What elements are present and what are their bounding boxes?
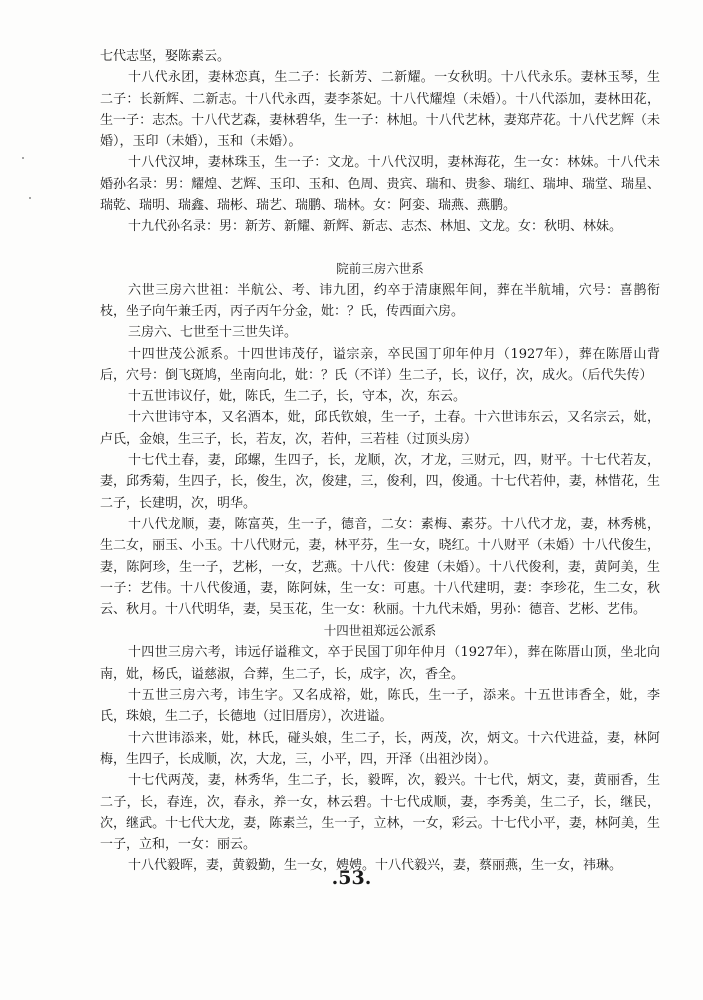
section-top: [100, 46, 660, 238]
paragraph: 十七代两茂，妻，林秀华，生二子，长，毅晖，次，毅兴。十七代，炳文，妻，黄丽香，生二子，长，春连，次，春永，养一女，林云碧。十七代成顺，妻，李秀美，生二子，长，继民，次，继武。十七代大龙，妻，陈素兰，生一子，立林，一女，彩云。十七代小平，妻，林阿美，生一子，立和，一女：丽云。: [100, 773, 660, 853]
paragraph: 十七代土春，妻，邱螺，生四子，长，龙顺，次，才龙，三财元，四，财平。十七代若友，妻，邱秀菊，生四子，长，俊生，次，俊建，三，俊利，四，俊通。十七代若仲，妻，林惜花，生二子，长建明，次，明华。: [100, 453, 660, 511]
paragraph: 十八代汉坤，妻林珠玉，生一子：文龙。十八代汉明，妻林海花，生一女：林妹。十八代未婚孙名录：男：耀煌、艺辉、玉印、玉和、色周、贵宾、瑞和、贵参、瑞红、瑞坤、瑞堂、瑞星、瑞乾、瑞明、瑞鑫、瑞彬、瑞艺、瑞鹏、瑞林。女：阿娈、瑞燕、燕鹏。: [100, 155, 660, 214]
paragraph: 十四世茂公派系。十四世讳茂仔，谥宗亲，卒民国丁卯年仲月（1927年），葬在陈厝山背后，穴号：倒飞斑鸠，坐南向北，妣：？氏（不详）生二子，长，议仔，次，成火。（后代失传）: [100, 346, 660, 383]
section-bottom: [100, 642, 660, 876]
paragraph: 十八代毅晖，妻，黄毅勤，生一女，娉娉。十八代毅兴，妻，蔡丽燕，生一女，祎琳。: [128, 858, 623, 874]
page-number: .53.: [331, 867, 372, 889]
scan-speck: [29, 197, 31, 199]
section-heading-zheng-yuan-lineage: 十四世祖郑远公派系: [323, 623, 437, 639]
paragraph: 十六世讳守本，又名酒本，妣，邱氏钦娘，生一子，土春。十六世讳东云，又名宗云，妣，卢氏，金娘，生三子，长，若友，次，若仲，三若桂（过顶头房）: [100, 410, 660, 447]
paragraph: 十五世讳议仔，妣，陈氏，生二子，长，守本，次，东云。: [128, 389, 467, 405]
section-heading-yuanqian-third-house: 院前三房六世系: [336, 260, 424, 276]
paragraph: 十五世三房六考，讳生字。又名成裕，妣，陈氏，生一子，添来。十五世讳香全，妣，李氏，珠娘，生二子，长德地（过旧厝房），次进谥。: [100, 688, 660, 725]
scan-speck: [22, 157, 24, 159]
paragraph: 三房六、七世至十三世失详。: [128, 325, 298, 341]
paragraph: 十六世讳添来，妣，林氏，碰头娘，生二子，长，两茂，次，炳文。十六代进益，妻，林阿梅，生四子，长成顺，次，大龙，三，小平，四，开泽（出祖沙岗）。: [100, 730, 660, 767]
section-gap: [100, 238, 660, 258]
page-body: [100, 46, 660, 877]
paragraph: 六世三房六世祖：半航公、考、讳九团，约卒于清康熙年间，葬在半航埔，穴号：喜鹊衔枝，坐子向午兼壬丙，丙子丙午分金，妣：？氏，传西面六房。: [100, 282, 660, 319]
paragraph: 十九代孙名录：男：新芳、新耀、新辉、新志、志杰、林旭、文龙。女：秋明、林妹。: [128, 219, 623, 235]
paragraph: 十八代永团，妻林恋真，生二子：长新芳、二新耀。一女秋明。十八代永乐。妻林玉琴，生二子：长新辉、二新志。十八代永西，妻李茶妃。十八代耀煌（未婚）。十八代添加，妻林田花，生一子：志杰。十八代艺森，妻林碧华，生一子：林旭。十八代艺林，妻郑芹花。十八代艺辉（未婚），玉印（未婚），玉和（未婚）。: [100, 70, 660, 150]
paragraph: 七代志坚，娶陈素云。: [100, 49, 231, 64]
section-middle: [100, 280, 660, 621]
paragraph: 十四世三房六考，讳远仔谥稚文，卒于民国丁卯年仲月（1927年），葬在陈厝山顶，坐北向南，妣，杨氏，谥慈淑，合葬，生二子，长，成字，次，香全。: [100, 645, 660, 682]
paragraph: 十八代龙顺，妻，陈富英，生一子，德音，二女：素梅、素芬。十八代才龙，妻，林秀桃，生二女，丽玉、小玉。十八代财元，妻，林平芬，生一女，晓红。十八财平（未婚）十八代俊生，妻，陈阿珍，生一子，艺彬，一女，艺燕。十八代：俊建（未婚）。十八代俊利，妻，黄阿美，生一子：艺伟。十八代俊通，妻，陈阿妹，生一女：可惠。十八代建明，妻：李珍花，生二女，秋云、秋月。十八代明华，妻，吴玉花，生一女：秋丽。十九代未婚，男孙：德音、艺彬、艺伟。: [100, 516, 660, 618]
